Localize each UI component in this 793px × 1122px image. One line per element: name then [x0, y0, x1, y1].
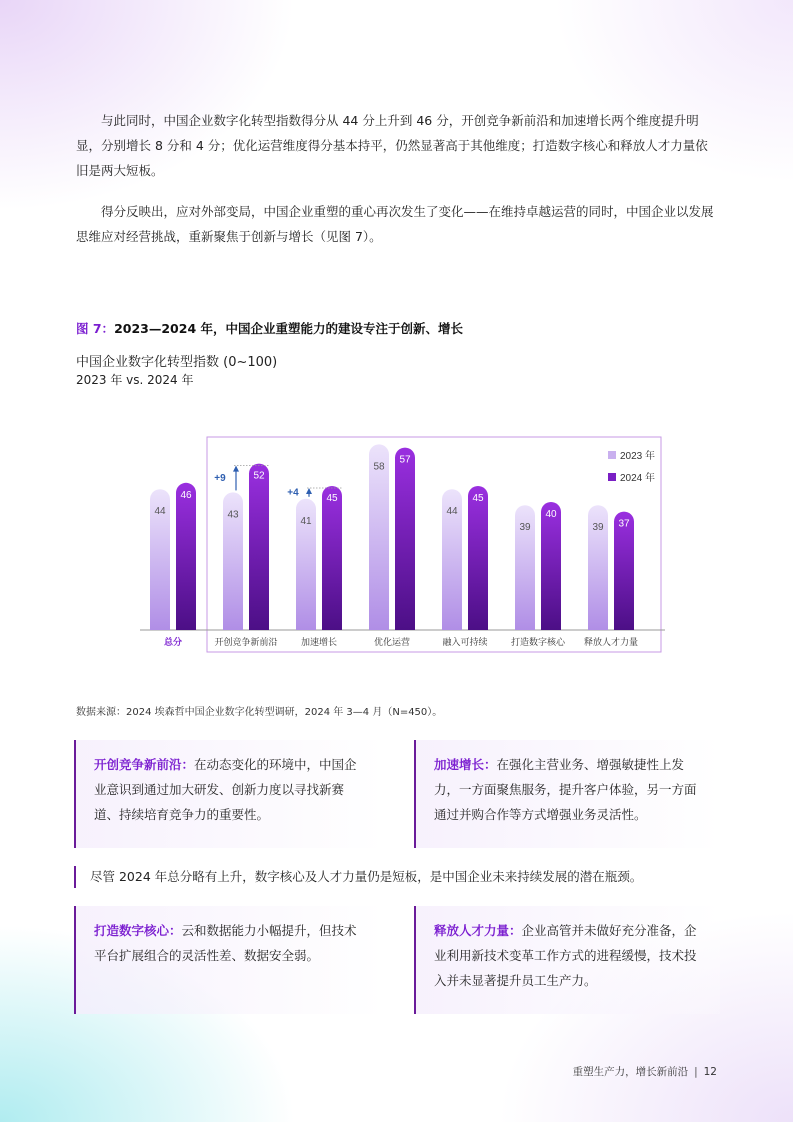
- data-label-2024: 46: [180, 489, 192, 501]
- insight-card-growth: [414, 740, 720, 848]
- summary-note: 尽管 2024 年总分略有上升，数字核心及人才力量仍是短板，是中国企业未来持续发展的潜在瓶颈。: [74, 866, 642, 888]
- data-label-2023: 44: [446, 506, 458, 518]
- delta-label: +4: [287, 487, 299, 499]
- data-label-2023: 43: [227, 509, 239, 521]
- x-tick-label: 开创竞争新前沿: [214, 637, 278, 647]
- data-label-2024: 37: [618, 518, 630, 530]
- data-source: 数据来源：2024 埃森哲中国企业数字化转型调研，2024 年 3—4 月（N=450）。: [76, 707, 443, 718]
- data-label-2023: 58: [373, 461, 385, 473]
- bar-2024: [395, 448, 415, 630]
- delta-arrow-head: [306, 488, 312, 494]
- delta-arrow-head: [233, 466, 239, 472]
- page-footer: [573, 1064, 717, 1079]
- bar-chart: [140, 430, 670, 655]
- x-tick-label: 加速增长: [300, 637, 338, 647]
- figure-label: 图 7：: [76, 321, 115, 336]
- paragraph-1: 与此同时，中国企业数字化转型指数得分从 44 分上升到 46 分，开创竞争新前沿和加速增长两个维度提升明显，分别增长 8 分和 4 分；优化运营维度得分基本持平，仍然显著高于其他维度；打造数字核心和释放人才力量依旧是两大短板。: [76, 113, 708, 178]
- x-tick-label: 融入可持续: [442, 637, 488, 647]
- card-text: 在动态变化的环境中，中国企业意识到通过加大研发、创新力度以寻找新赛道、持续培育竞争力的重要性。: [94, 757, 357, 822]
- insight-card-digital-core: [74, 906, 384, 1014]
- card-keyword: 释放人才力量：: [434, 923, 522, 938]
- bar-2024: [176, 483, 196, 630]
- delta-label: +9: [214, 473, 226, 484]
- card-keyword: 开创竞争新前沿：: [94, 757, 195, 772]
- data-label-2024: 45: [326, 493, 338, 504]
- insight-card-innovation: [74, 740, 384, 848]
- bar-2024: [322, 486, 342, 630]
- card-text: 云和数据能力小幅提升，但技术平台扩展组合的灵活性差、数据安全弱。: [94, 923, 357, 963]
- data-label-2023: 39: [592, 522, 604, 534]
- legend-label-2024: 2024 年: [620, 473, 656, 484]
- bar-2024: [468, 486, 488, 630]
- bar-2024: [541, 502, 561, 630]
- x-tick-label: 释放人才力量: [583, 637, 639, 647]
- data-label-2024: 52: [253, 470, 265, 482]
- data-label-2024: 45: [472, 493, 484, 504]
- card-keyword: 加速增长：: [434, 757, 497, 772]
- bar-chart-svg: [140, 430, 670, 655]
- card-keyword: 打造数字核心：: [94, 923, 182, 938]
- x-tick-label: 打造数字核心: [510, 637, 566, 647]
- data-label-2024: 40: [545, 509, 557, 520]
- data-label-2023: 41: [300, 515, 312, 527]
- legend-swatch-2024: [608, 473, 616, 481]
- figure-title: [76, 319, 463, 337]
- insight-card-talent: [414, 906, 720, 1014]
- figure-title-text: 2023—2024 年，中国企业重塑能力的建设专注于创新、增长: [114, 321, 463, 336]
- data-label-2024: 57: [399, 454, 411, 466]
- chart-subtitle-years: 2023 年 vs. 2024 年: [76, 373, 194, 387]
- data-label-2023: 39: [519, 522, 531, 534]
- x-tick-label: 优化运营: [373, 637, 411, 647]
- data-label-2023: 44: [154, 506, 166, 518]
- card-text: 企业高管并未做好充分准备，企业利用新技术变革工作方式的进程缓慢，技术投入并未显著提升员工生产力。: [434, 923, 697, 988]
- bar-2024: [249, 464, 269, 630]
- footer-separator: |: [694, 1066, 698, 1078]
- legend-label-2023: 2023 年: [620, 451, 656, 462]
- page-number: 12: [703, 1066, 717, 1078]
- footer-title: 重塑生产力，增长新前沿: [572, 1066, 689, 1078]
- x-tick-label: 总分: [163, 637, 183, 647]
- card-text: 在强化主营业务、增强敏捷性上发力，一方面聚焦服务，提升客户体验，另一方面通过并购合作等方式增强业务灵活性。: [434, 757, 697, 822]
- paragraph-2: 得分反映出，应对外部变局，中国企业重塑的重心再次发生了变化——在维持卓越运营的同时，中国企业以发展思维应对经营挑战，重新聚焦于创新与增长（见图 7）。: [76, 204, 714, 244]
- chart-subtitle: 中国企业数字化转型指数 (0~100): [76, 355, 278, 370]
- legend-swatch-2023: [608, 451, 616, 459]
